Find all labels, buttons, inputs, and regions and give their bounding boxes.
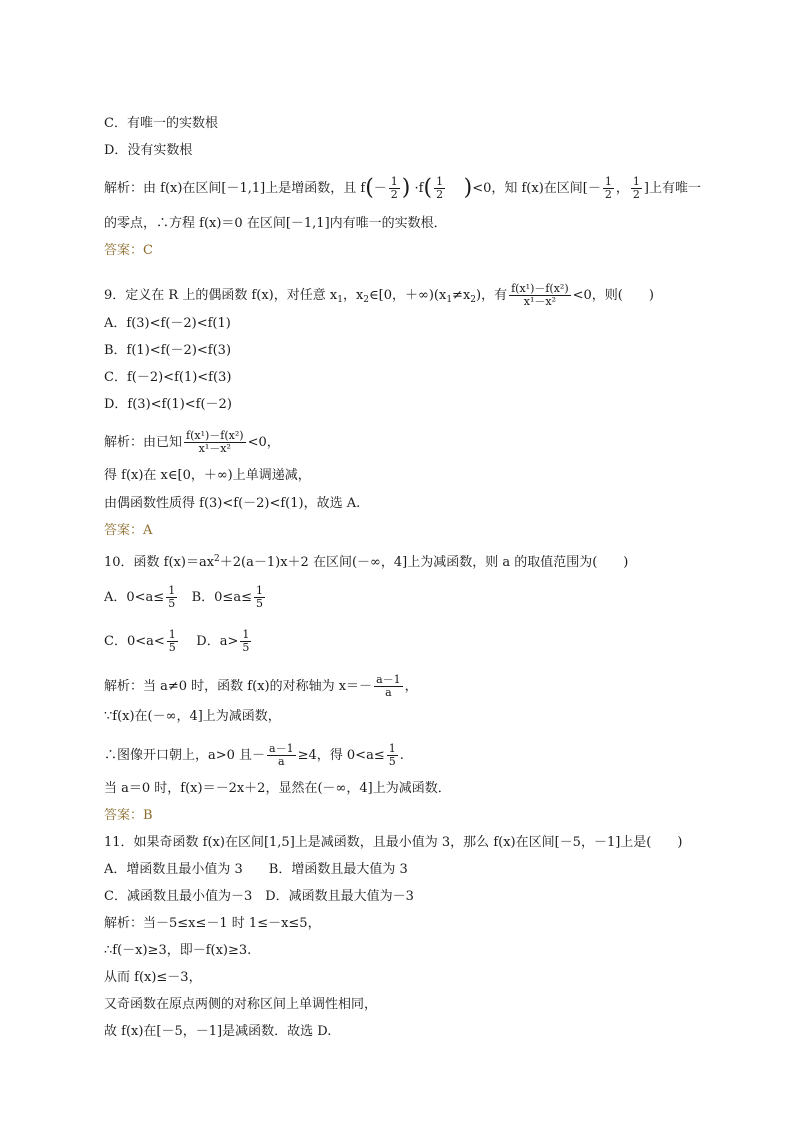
fraction-numerator: 1 — [436, 175, 444, 188]
q9-stem-text-e: )，有 — [476, 288, 508, 303]
q9-stem-text-c: ∈[0，＋∞)(x — [369, 288, 447, 303]
q9-sol-text-a: 解析：由已知 — [104, 435, 183, 450]
fraction-half — [389, 176, 400, 201]
left-paren: ( — [365, 175, 374, 201]
fraction-numerator: 1 — [242, 628, 250, 641]
q10-option-b: B．0≤a≤ — [191, 590, 252, 605]
q9-stem-text-d: ≠x — [452, 288, 471, 303]
q10-solution-line4: 当 a＝0 时，f(x)＝－2x＋2，显然在(－∞，4]上为减函数． — [104, 781, 451, 796]
fraction-denominator: 2 — [390, 188, 398, 201]
right-paren: ) — [401, 175, 411, 201]
fraction-numerator: 1 — [390, 175, 398, 188]
q9-stem-text-b: ，x — [342, 288, 364, 303]
q10-sol-text-a: 解析：当 a≠0 时，函数 f(x)的对称轴为 x＝－ — [104, 679, 373, 694]
q9-stem-text-a: 9．定义在 R 上的偶函数 f(x)，对任意 x — [104, 288, 338, 303]
q10-sol-text-c: ∴图像开口朝上，a>0 且－ — [104, 748, 266, 763]
q9-solution-line3: 由偶函数性质得 f(3)<f(－2)<f(1)，故选 A. — [104, 496, 361, 511]
subscript: 1 — [337, 295, 343, 305]
fraction-numerator: a－1 — [376, 673, 401, 686]
q10-sol-text-e: . — [399, 748, 404, 763]
right-paren: ) — [463, 175, 473, 201]
fraction-one-fifth — [166, 585, 177, 610]
q10-sol-text-b: ， — [404, 679, 418, 694]
q9-option-d: D．f(3)<f(1)<f(－2) — [104, 397, 232, 412]
q11-solution-line1: 解析：当－5≤x≤－1 时 1≤－x≤5， — [104, 916, 321, 931]
q10-solution-line3 — [104, 743, 404, 768]
q10-solution-line2: ∵f(x)在(－∞，4]上为减函数， — [104, 709, 281, 724]
fraction-half — [631, 176, 642, 201]
fraction-denominator: x¹－x² — [523, 295, 556, 308]
q8-solution-line1 — [104, 176, 701, 201]
fraction-numerator: f(x¹)－f(x²) — [511, 282, 569, 295]
q9-solution-line2: 得 f(x)在 x∈[0，＋∞)上单调递减， — [104, 468, 311, 483]
q10-stem — [104, 551, 628, 571]
fraction-half — [434, 176, 445, 201]
subscript: 2 — [363, 295, 370, 305]
q10-options-ab — [104, 585, 267, 610]
fraction-denominator: 5 — [168, 597, 176, 610]
fraction-denominator: 2 — [632, 188, 640, 201]
q8-sol-text-b: <0，知 f(x)在区间[－ — [472, 181, 601, 196]
fraction-denominator: a — [278, 755, 285, 768]
q11-stem: 11．如果奇函数 f(x)在区间[1,5]上是减函数，且最小值为 3，那么 f(x)在区间[－5，－1]上是( ) — [104, 835, 683, 850]
fraction-numerator: 1 — [255, 584, 263, 597]
q9-fraction — [184, 430, 246, 455]
q9-sol-text-b: <0， — [247, 435, 280, 450]
q8-sol-text-c: ]上有唯一 — [643, 181, 701, 196]
q8-option-c: C．有唯一的实数根 — [104, 116, 218, 131]
q10-sol-text-d: ≥4，得 0<a≤ — [297, 748, 385, 763]
left-paren: ( — [423, 175, 433, 201]
q8-solution-line2: 的零点，∴方程 f(x)＝0 在区间[－1,1]内有唯一的实数根． — [104, 216, 447, 231]
q9-option-c: C．f(－2)<f(1)<f(3) — [104, 370, 232, 385]
fraction-half — [603, 176, 614, 201]
fraction-one-fifth — [387, 743, 398, 768]
fraction-denominator: 5 — [255, 597, 263, 610]
q10-stem-text-a: 10．函数 f(x)＝ax — [104, 555, 215, 570]
q9-option-b: B．f(1)<f(－2)<f(3) — [104, 343, 232, 358]
fraction-denominator: a — [385, 686, 392, 699]
q9-stem-text-f: <0，则( ) — [572, 288, 654, 303]
q11-options-cd: C．减函数且最小值为－3 D．减函数且最大值为－3 — [104, 889, 414, 904]
dot-f: ·f — [414, 181, 424, 196]
minus-sign: － — [373, 181, 387, 196]
q8-sol-text-a: 解析：由 f(x)在区间[－1,1]上是增函数，且 f — [104, 181, 366, 196]
fraction-one-fifth — [167, 629, 178, 654]
fraction-denominator: 5 — [242, 641, 250, 654]
fraction-numerator: 1 — [168, 584, 176, 597]
q8-answer: 答案：C — [104, 243, 153, 258]
q10-solution-line1 — [104, 674, 418, 699]
fraction-denominator: 2 — [604, 188, 612, 201]
q9-option-a: A．f(3)<f(－2)<f(1) — [104, 316, 231, 331]
q11-solution-line2: ∴f(－x)≥3，即－f(x)≥3. — [104, 943, 252, 958]
fraction-numerator: 1 — [168, 628, 176, 641]
q9-solution-line1 — [104, 430, 280, 455]
fraction-one-fifth — [254, 585, 265, 610]
q11-solution-line3: 从而 f(x)≤－3， — [104, 970, 202, 985]
q11-solution-line5: 故 f(x)在[－5，－1]是减函数．故选 D. — [104, 1024, 332, 1039]
q10-option-c: C．0<a< — [104, 634, 165, 649]
superscript: 2 — [214, 554, 220, 564]
fraction-numerator: a－1 — [269, 742, 294, 755]
fraction-numerator: f(x¹)－f(x²) — [186, 429, 244, 442]
q9-answer: 答案：A — [104, 523, 153, 538]
q8-option-d: D．没有实数根 — [104, 143, 193, 158]
subscript: 1 — [446, 295, 453, 305]
q10-option-a: A．0<a≤ — [104, 590, 165, 605]
q10-stem-text-b: ＋2(a－1)x＋2 在区间(－∞，4]上为减函数，则 a 的取值范围为( ) — [219, 555, 629, 570]
fraction-numerator: 1 — [388, 742, 396, 755]
q9-fraction — [509, 283, 571, 308]
fraction-numerator: 1 — [632, 175, 640, 188]
fraction-denominator: x¹－x² — [198, 442, 231, 455]
fraction-denominator: 5 — [168, 641, 176, 654]
q11-options-ab: A．增函数且最小值为 3 B．增函数且最大值为 3 — [104, 862, 408, 877]
fraction-one-fifth — [240, 629, 251, 654]
q11-solution-line4: 又奇函数在原点两侧的对称区间上单调性相同， — [104, 997, 378, 1012]
fraction-a-minus-1-over-a — [374, 674, 403, 699]
subscript: 2 — [470, 295, 477, 305]
comma: ， — [615, 181, 629, 196]
fraction-a-minus-1-over-a — [267, 743, 296, 768]
fraction-denominator: 5 — [388, 755, 396, 768]
q10-options-cd — [104, 629, 253, 654]
fraction-denominator: 2 — [436, 188, 444, 201]
fraction-numerator: 1 — [604, 175, 612, 188]
q10-answer: 答案：B — [104, 808, 153, 823]
q10-option-d: D．a> — [196, 634, 239, 649]
q9-stem — [104, 283, 654, 308]
